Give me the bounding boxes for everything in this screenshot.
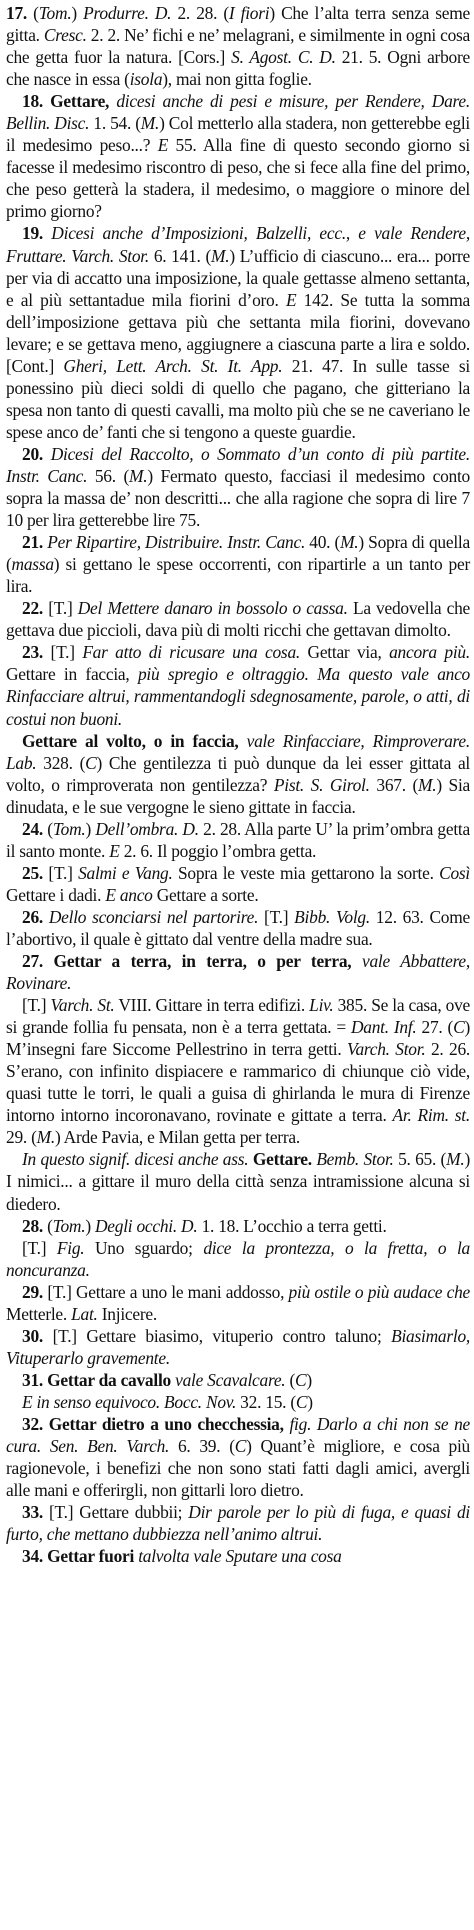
entry-31-sub: E in senso equivoco. Bocc. Nov. 32. 15. (C)	[22, 1391, 313, 1412]
entry-27-examples: [T.] Varch. St. VIII. Gittare in terra edifizi. Liv. 385. Se la casa, ove si grande follia fu pensata, non è a terra gettata. = Dant. Inf. 27. (C) M’insegni fare Siccome Pellestrino in terra getti. Varch. Stor. 2. 26. S’erano, con infinito dispiacere e rammarico di chiunque ciò vide, quasi tutte le torri, le quali a guisa di ghirlanda le mura di Firenze intorno intorno incoronavano, rovinate e gittate a terra. Ar. Rim. st. 29. (M.) Arde Pavia, e Milan getta per terra.	[6, 995, 471, 1148]
entry-30: 30. [T.] Gettare biasimo, vituperio contro taluno; Biasimarlo, Vituperarlo gravemente.	[6, 1325, 470, 1368]
entry-29: 29. [T.] Gettare a uno le mani addosso, più ostile o più audace che Metterle. Lat. Injicere.	[6, 1281, 470, 1324]
entry-22: 22. [T.] Del Mettere danaro in bossolo o cassa. La vedovella che gettava due piccioli, dava più di molti ricchi che gettavan dimolto.	[6, 598, 470, 641]
entry-21: 21. Per Ripartire, Distribuire. Instr. Canc. 40. (M.) Sopra di quella (massa) si gettano le spese occorrenti, con ripartirle a un tanto per lira.	[6, 532, 470, 597]
entry-17: 17. (Tom.) Produrre. D. 2. 28. (I fiori) Che l’alta terra senza seme gitta. Cresc. 2. 2. Ne’ fichi e ne’ melagrani, e similmente in ogni cosa che getta fuor la natura. [Cors.] S. Agost. C. D. 21. 5. Ogni arbore che nasce in essa (isola), mai non gitta foglie.	[6, 3, 471, 90]
entry-23: 23. [T.] Far atto di ricusare una cosa. Gettar via, ancora più. Gettare in faccia, più spregio e oltraggio. Ma questo vale anco Rinfacciare altrui, rammentandogli sdegnosamente, parole, o atti, di costui non buoni.	[6, 642, 470, 729]
entry-27: 27. Gettar a terra, in terra, o per terra, vale Abbattere, Rovinare.	[6, 951, 471, 994]
entry-23-sub: Gettare al volto, o in faccia, vale Rinfacciare, Rimproverare. Lab. 328. (C) Che gentilezza ti può dunque da lei esser gittata al volto, o rimproverata non gentilezza? Pist. S. Girol. 367. (M.) Sia dinudata, e le sue vergogne le sieno gittate in faccia.	[6, 730, 471, 817]
entry-24: 24. (Tom.) Dell’ombra. D. 2. 28. Alla parte U’ la prim’ombra getta il santo monte. E 2. 6. Il poggio l’ombra getta.	[6, 818, 470, 861]
entry-19: 19. Dicesi anche d’Imposizioni, Balzelli, ecc., e vale Rendere, Fruttare. Varch. Stor. 6. 141. (M.) L’ufficio di ciascuno... era... porre per via di accatto una imposizione, la quale gettasse almeno settanta, e al più settantadue mila fiorini d’oro. E 142. Se tutta la somma dell’imposizione gettava più che settanta mila fiorini, dovevano levare; e se gettava meno, aggiugnere a ciascuna parte a lira e soldo. [Cont.] Gheri, Lett. Arch. St. It. App. 21. 47. In sulle tasse si ponessino più dieci soldi di quello che pagano, che gitteriano la spesa non tanto di questi cavalli, ma molto più che se ne caveriano le spese anco de’ fanti che si tengono a queste guardie.	[6, 223, 471, 442]
entry-32: 32. Gettar dietro a uno checchessia, fig. Darlo a chi non se ne cura. Sen. Ben. Varch. 6. 39. (C) Quant’è migliore, e cosa più ragionevole, i benefizi che non sono stati fatti dagli amici, avergli alle mani e offerirgli, non gittarli loro dietro.	[6, 1414, 470, 1501]
entry-33: 33. [T.] Gettare dubbii; Dir parole per lo più di fuga, e quasi di furto, che mettano dubbiezza nell’animo altrui.	[6, 1502, 470, 1545]
entry-31: 31. Gettar da cavallo vale Scavalcare. (C)	[22, 1369, 312, 1390]
entry-28: 28. (Tom.) Degli occhi. D. 1. 18. L’occhio a terra getti.	[22, 1215, 387, 1236]
entry-20: 20. Dicesi del Raccolto, o Sommato d’un conto di più partite. Instr. Canc. 56. (M.) Fermato questo, facciasi il medesimo conto sopra la massa de’ non descritti... che alla ragione che sopra di lire 7 10 per lira getterebbe lire 75.	[6, 443, 470, 531]
entry-26: 26. Dello sconciarsi nel partorire. [T.] Bibb. Volg. 12. 63. Come l’abortivo, il quale è gittato dal ventre della madre sua.	[6, 906, 471, 949]
entry-27-sub: In questo signif. dicesi anche ass. Gettare. Bemb. Stor. 5. 65. (M.) I nimici... a gittare il muro della città senza intramissione alcuna si diedero.	[6, 1149, 470, 1214]
entry-28-fig: [T.] Fig. Uno sguardo; dice la prontezza, o la fretta, o la noncuranza.	[6, 1237, 470, 1280]
entry-34: 34. Gettar fuori talvolta vale Sputare una cosa	[22, 1546, 342, 1567]
entry-18: 18. Gettare, dicesi anche di pesi e misure, per Rendere, Dare. Bellin. Disc. 1. 54. (M.) Col metterlo alla stadera, non getterebbe egli il medesimo peso...? E 55. Alla fine di questo secondo giorno si facesse il medesimo riscontro di peso, che si fece alla fine del primo, che peso getterà la stadera, il medesimo, o maggiore o minore del primo giorno?	[6, 91, 471, 222]
entry-25: 25. [T.] Salmi e Vang. Sopra le veste mia gettarono la sorte. Così Gettare i dadi. E anco Gettare a sorte.	[6, 862, 470, 905]
